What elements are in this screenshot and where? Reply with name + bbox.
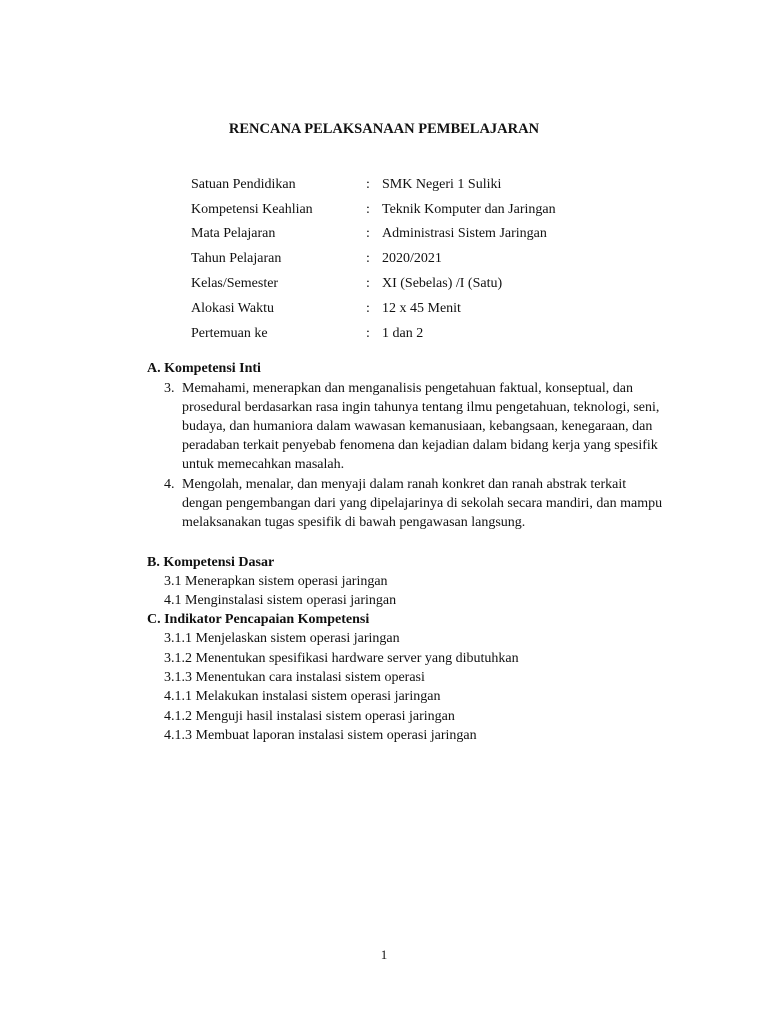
info-label: Tahun Pelajaran <box>191 251 282 267</box>
info-row-mata-pelajaran <box>191 222 556 247</box>
info-colon: : <box>366 176 370 192</box>
info-value: XI (Sebelas) /I (Satu) <box>382 276 503 292</box>
info-row-satuan-pendidikan <box>191 172 556 197</box>
list-item: 3.1.3 Menentukan cara instalasi sistem operasi <box>164 670 425 685</box>
list-number: 3. <box>164 381 175 396</box>
info-colon: : <box>366 276 370 292</box>
info-value: SMK Negeri 1 Suliki <box>382 176 502 192</box>
page-number: 1 <box>380 947 388 962</box>
list-item: 3.1.2 Menentukan spesifikasi hardware server yang dibutuhkan <box>164 651 519 666</box>
info-row-alokasi-waktu <box>191 296 556 321</box>
info-colon: : <box>366 251 370 267</box>
info-value: 1 dan 2 <box>382 325 424 341</box>
info-value: 2020/2021 <box>382 251 442 267</box>
section-heading-kompetensi-dasar: B. Kompetensi Dasar <box>147 555 275 570</box>
list-text: Mengolah, menalar, dan menyaji dalam ranah konkret dan ranah abstrak terkait dengan pengembangan dari yang dipelajarinya di sekolah secara mandiri, dan mampu melaksanakan tugas spesifik di bawah pengawasan langsung. <box>182 477 663 530</box>
list-item <box>164 379 664 474</box>
info-colon: : <box>366 300 370 316</box>
info-value: Teknik Komputer dan Jaringan <box>382 201 556 217</box>
list-item: 3.1 Menerapkan sistem operasi jaringan <box>164 574 388 589</box>
info-colon: : <box>366 201 370 217</box>
info-table <box>191 172 556 346</box>
info-value: 12 x 45 Menit <box>382 300 461 316</box>
section-heading-kompetensi-inti: A. Kompetensi Inti <box>147 361 261 376</box>
info-label: Mata Pelajaran <box>191 226 276 242</box>
info-label: Satuan Pendidikan <box>191 176 296 192</box>
section-heading-indikator: C. Indikator Pencapaian Kompetensi <box>147 612 370 627</box>
list-item: 4.1.3 Membuat laporan instalasi sistem operasi jaringan <box>164 728 477 743</box>
info-label: Alokasi Waktu <box>191 300 274 316</box>
info-label: Pertemuan ke <box>191 325 268 341</box>
info-row-pertemuan-ke <box>191 321 556 346</box>
info-colon: : <box>366 226 370 242</box>
info-row-kelas-semester <box>191 271 556 296</box>
list-item: 4.1.2 Menguji hasil instalasi sistem operasi jaringan <box>164 709 455 724</box>
info-value: Administrasi Sistem Jaringan <box>382 226 547 242</box>
list-item <box>164 475 664 532</box>
list-item: 4.1 Menginstalasi sistem operasi jaringan <box>164 593 397 608</box>
info-row-tahun-pelajaran <box>191 246 556 271</box>
list-number: 4. <box>164 477 175 492</box>
document-title: RENCANA PELAKSANAAN PEMBELAJARAN <box>228 121 540 137</box>
info-label: Kelas/Semester <box>191 276 279 292</box>
list-item: 4.1.1 Melakukan instalasi sistem operasi jaringan <box>164 689 441 704</box>
info-row-kompetensi-keahlian <box>191 197 556 222</box>
list-item: 3.1.1 Menjelaskan sistem operasi jaringan <box>164 631 400 646</box>
info-colon: : <box>366 325 370 341</box>
info-label: Kompetensi Keahlian <box>191 201 313 217</box>
list-text: Memahami, menerapkan dan menganalisis pengetahuan faktual, konseptual, dan prosedural berdasarkan rasa ingin tahunya tentang ilmu pengetahuan, teknologi, seni, budaya, dan humaniora dalam wawasan kemanusiaan, kebangsaan, kenegaraan, dan peradaban terkait penyebab fenomena dan kejadian dalam bidang kerja yang spesifik untuk memecahkan masalah. <box>182 381 660 472</box>
